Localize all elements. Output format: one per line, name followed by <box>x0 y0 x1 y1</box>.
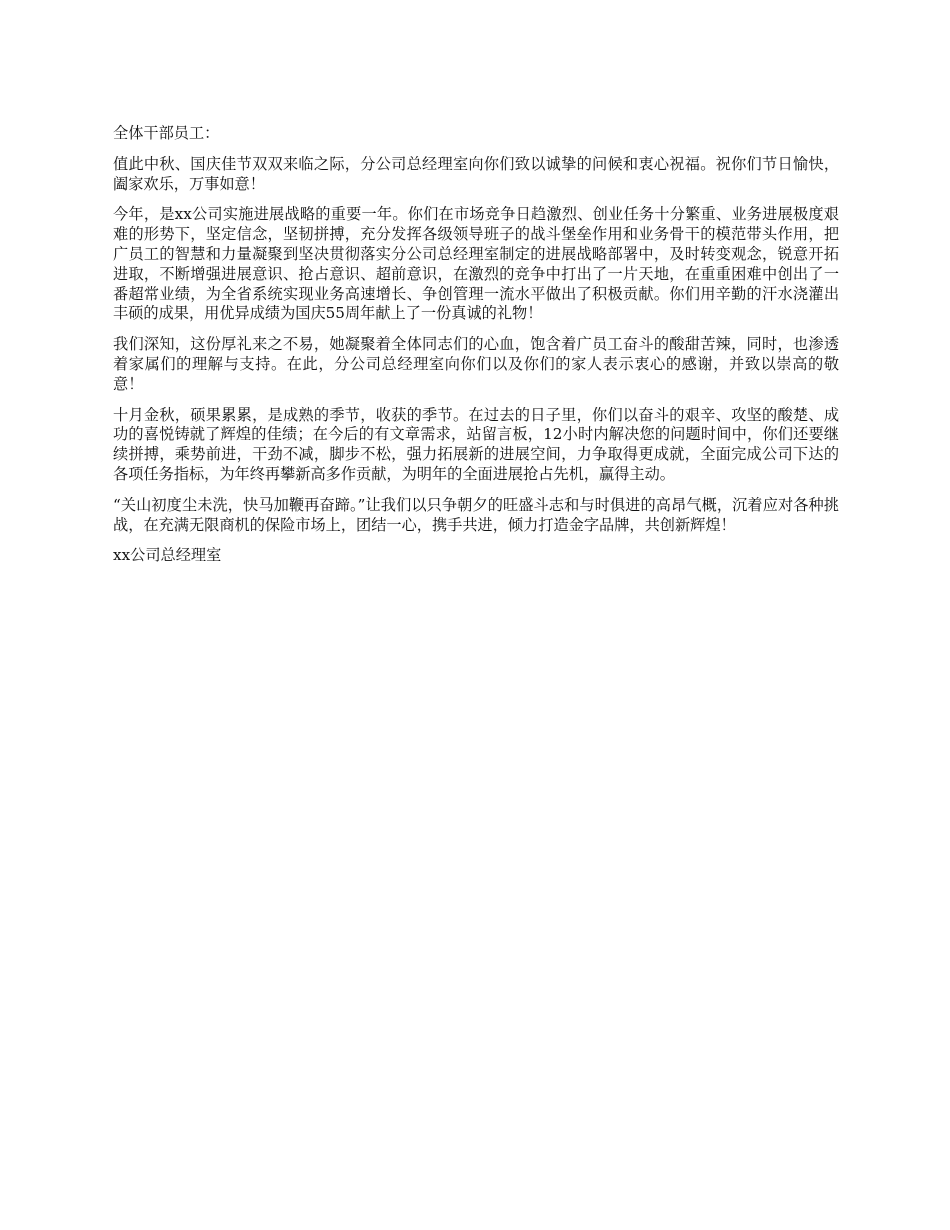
paragraph-closing: “关山初度尘未洗，快马加鞭再奋蹄。”让我们以只争朝夕的旺盛斗志和与时俱进的高昂气概，沉着应对各种挑战，在充满无限商机的保险市场上，团结一心，携手共进，倾力打造金字品牌，共创新辉煌！ <box>113 495 839 534</box>
paragraph-achievements: 今年，是xx公司实施进展战略的重要一年。你们在市场竞争日趋激烈、创业任务十分繁重、业务进展极度艰难的形势下，坚定信念，坚韧拼搏，充分发挥各级领导班子的战斗堡垒作用和业务骨干的模范带头作用，把广员工的智慧和力量凝聚到坚决贯彻落实分公司总经理室制定的进展战略部署中，及时转变观念，锐意开拓进取，不断增强进展意识、抢占意识、超前意识，在激烈的竞争中打出了一片天地，在重重困难中创出了一番超常业绩，为全省系统实现业务高速增长、争创管理一流水平做出了积极贡献。你们用辛勤的汗水浇灌出丰硕的成果，用优异成绩为国庆55周年献上了一份真诚的礼物！ <box>113 205 839 323</box>
letter-body <box>113 124 839 577</box>
salutation: 全体干部员工： <box>113 124 220 142</box>
paragraph-thanks: 我们深知，这份厚礼来之不易，她凝聚着全体同志们的心血，饱含着广员工奋斗的酸甜苦辣，同时，也渗透着家属们的理解与支持。在此，分公司总经理室向你们以及你们的家人表示衷心的感谢，并致以崇高的敬意！ <box>113 335 839 393</box>
signature: xx公司总经理室 <box>113 546 222 565</box>
paragraph-greeting: 值此中秋、国庆佳节双双来临之际，分公司总经理室向你们致以诚挚的问候和衷心祝福。祝你们节日愉快，阖家欢乐，万事如意！ <box>113 154 839 193</box>
paragraph-autumn: 十月金秋，硕果累累，是成熟的季节，收获的季节。在过去的日子里，你们以奋斗的艰辛、攻坚的酸楚、成功的喜悦铸就了辉煌的佳绩；在今后的有文章需求，站留言板，12小时内解决您的问题时间中，你们还要继续拼搏，乘势前进，干劲不减，脚步不松，强力拓展新的进展空间，力争取得更成就，全面完成公司下达的各项任务指标，为年终再攀新高多作贡献，为明年的全面进展抢占先机，赢得主动。 <box>113 405 839 483</box>
